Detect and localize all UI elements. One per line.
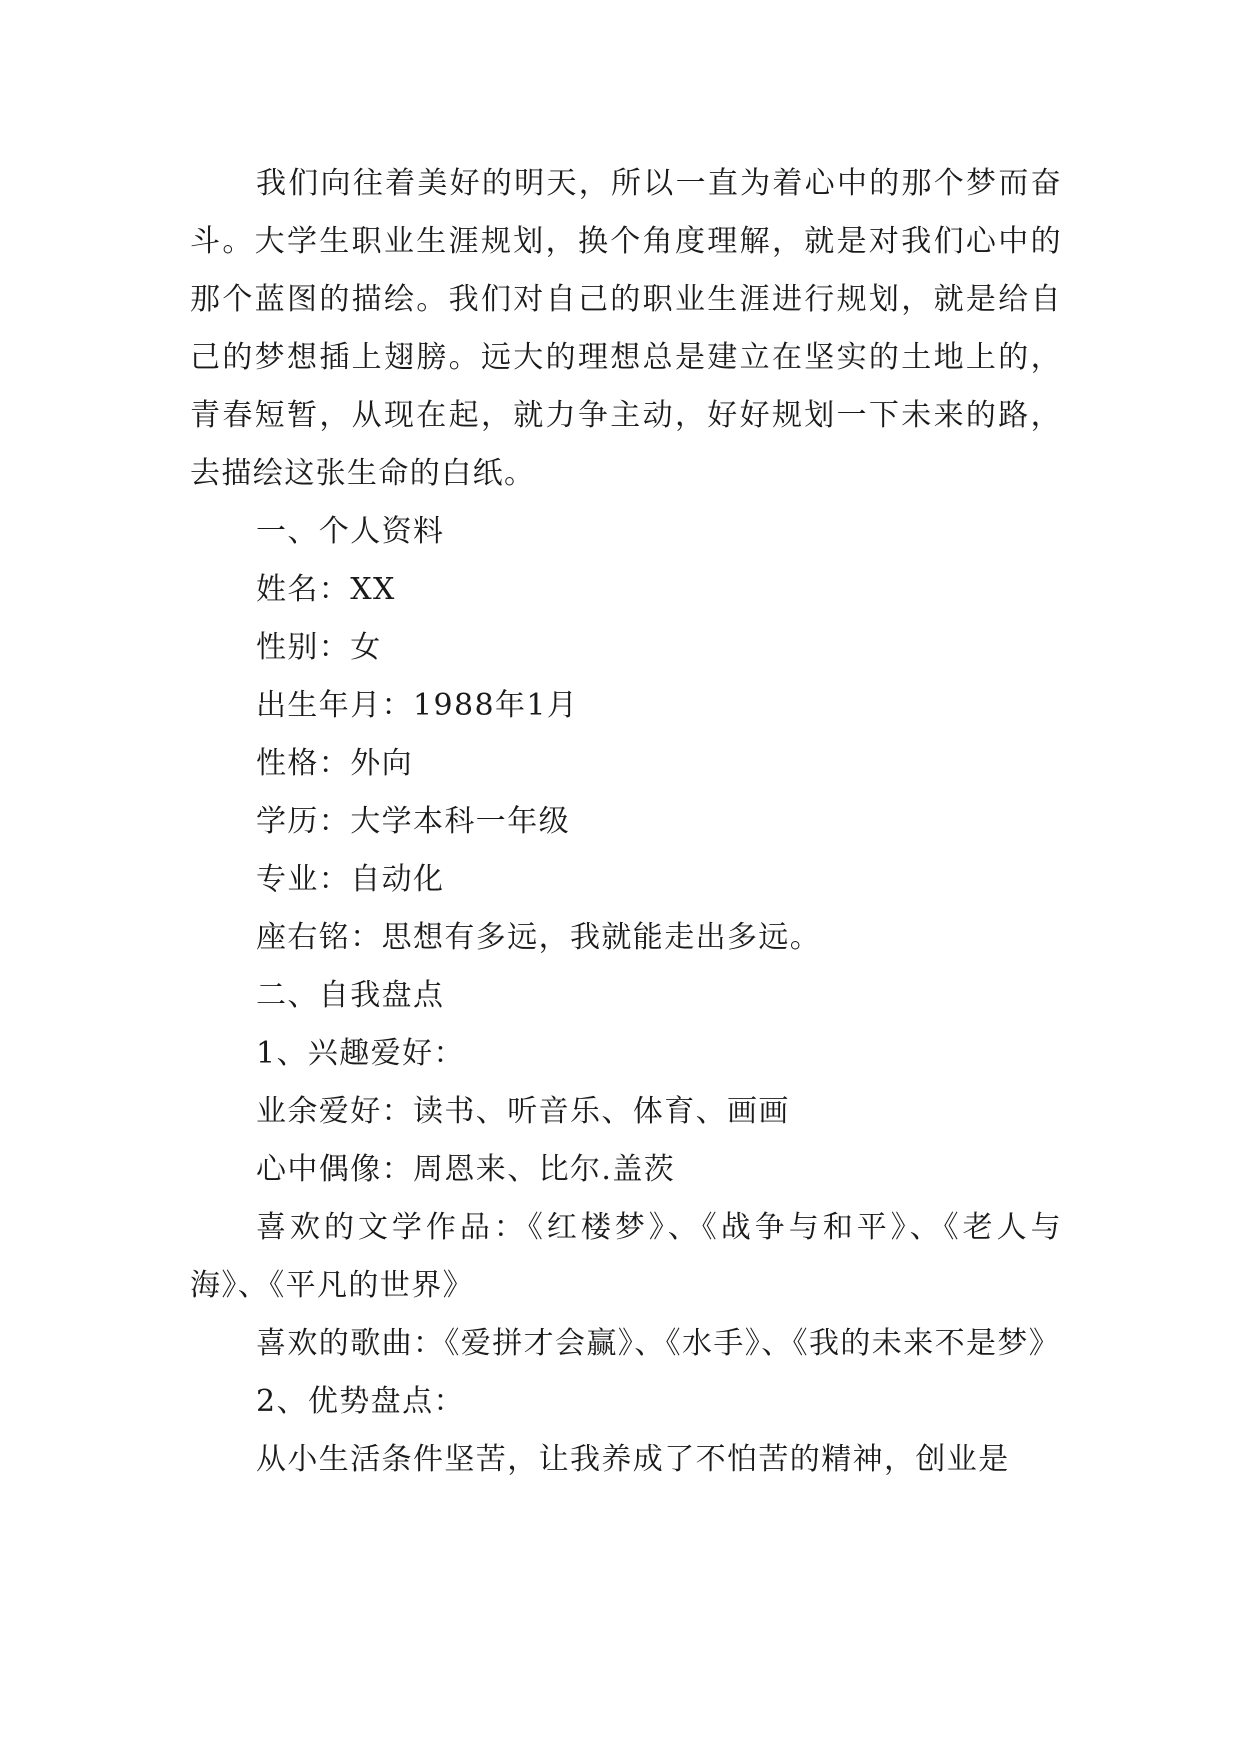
field-name: 姓名：XX [256, 572, 396, 607]
subheading-strengths: 2、优势盘点： [256, 1384, 465, 1419]
field-gender: 性别：女 [256, 630, 382, 665]
subheading-interests: 1、兴趣爱好： [256, 1036, 465, 1071]
field-favorite-books: 喜欢的文学作品：《红楼梦》、《战争与和平》、《老人与海》、《平凡的世界》 [190, 1210, 1062, 1303]
document-body [190, 155, 1062, 1489]
field-major: 专业：自动化 [256, 862, 445, 897]
intro-paragraph: 我们向往着美好的明天，所以一直为着心中的那个梦而奋斗。大学生职业生涯规划，换个角度理解，就是对我们心中的那个蓝图的描绘。我们对自己的职业生涯进行规划，就是给自己的梦想插上翅膀。远大的理想总是建立在坚实的土地上的，青春短暂，从现在起，就力争主动，好好规划一下未来的路，去描绘这张生命的白纸。 [190, 166, 1062, 491]
field-idols: 心中偶像：周恩来、比尔.盖茨 [256, 1152, 676, 1187]
field-birth-date: 出生年月：1988年1月 [256, 688, 579, 723]
field-favorite-songs: 喜欢的歌曲：《爱拼才会赢》、《水手》、《我的未来不是梦》 [256, 1326, 1061, 1361]
section-heading-self-review: 二、自我盘点 [256, 978, 445, 1013]
field-personality: 性格：外向 [256, 746, 413, 781]
strengths-paragraph: 从小生活条件坚苦，让我养成了不怕苦的精神，创业是 [256, 1442, 1010, 1477]
field-motto: 座右铭：思想有多远，我就能走出多远。 [256, 920, 822, 955]
field-education: 学历：大学本科一年级 [256, 804, 570, 839]
field-hobbies: 业余爱好：读书、听音乐、体育、画画 [256, 1094, 790, 1129]
section-heading-personal-info: 一、个人资料 [256, 514, 445, 549]
